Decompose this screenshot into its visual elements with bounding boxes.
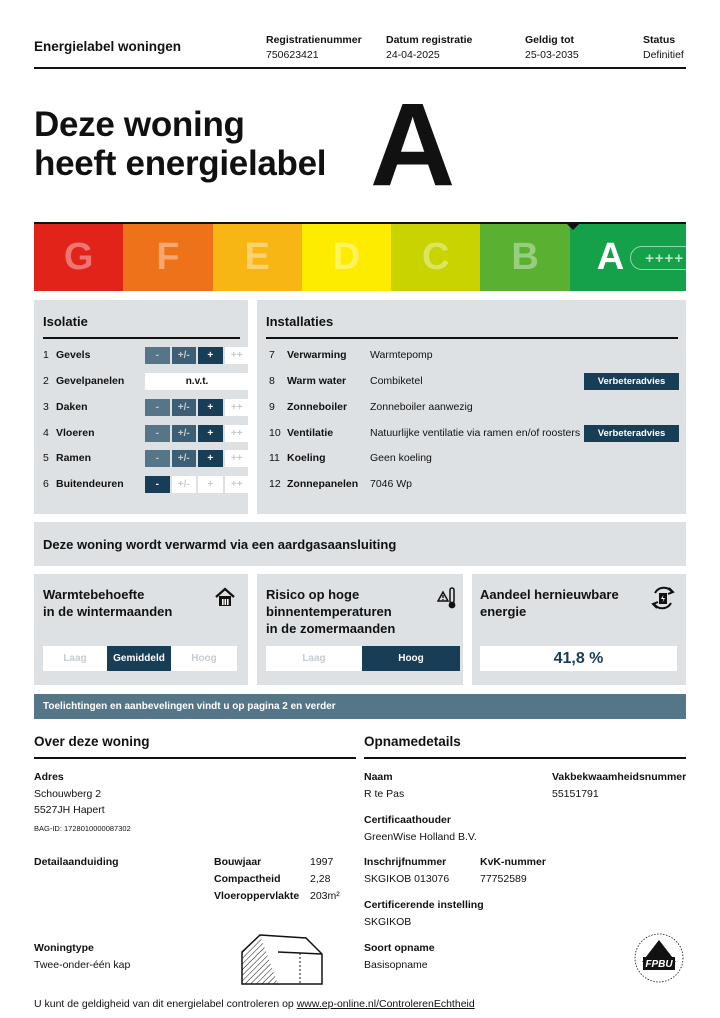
naam-value: R te Pas xyxy=(364,788,405,800)
rating-cell: - xyxy=(145,425,170,442)
rating-bar xyxy=(145,476,249,493)
fpbu-certification-logo xyxy=(632,932,686,984)
row-value: Combiketel xyxy=(370,375,423,387)
datum-registratie-value: 24-04-2025 xyxy=(386,49,440,61)
energy-scale-letter: F xyxy=(156,236,180,278)
certificerende-instelling-value: SKGIKOB xyxy=(364,916,412,928)
rating-cell: ++ xyxy=(225,476,250,493)
row-label: Gevels xyxy=(56,349,91,361)
adres-value xyxy=(34,786,105,818)
gas-note: Deze woning wordt verwarmd via een aardgasaansluiting xyxy=(34,522,686,566)
isolatie-row-gevelpanelen xyxy=(43,372,243,390)
rating-cell: - xyxy=(145,450,170,467)
hero-line-2: heeft energielabel xyxy=(34,144,327,183)
registratienummer-label: Registratienummer xyxy=(266,34,362,46)
installatie-row-warm-water xyxy=(269,372,679,390)
rating-cell: +/- xyxy=(172,425,197,442)
installatie-row-zonneboiler xyxy=(269,398,679,416)
soort-opname-label: Soort opname xyxy=(364,942,435,954)
renewable-energy-icon xyxy=(649,584,677,612)
option-hoog: Hoog xyxy=(171,646,237,671)
house-heating-icon xyxy=(214,586,236,608)
energy-scale-segment-d xyxy=(302,224,391,291)
energy-scale-segment-e xyxy=(213,224,302,291)
energy-scale-segment-g xyxy=(34,224,123,291)
isolatie-row-daken xyxy=(43,398,243,416)
inschrijfnummer-value: SKGIKOB 013076 xyxy=(364,873,450,885)
row-number: 11 xyxy=(269,452,280,464)
rating-cell: +/- xyxy=(172,399,197,416)
adres-line-1: Schouwberg 2 xyxy=(34,788,102,800)
kvk-value: 77752589 xyxy=(480,873,527,885)
adres-line-2: 5527JH Hapert xyxy=(34,804,105,816)
energy-scale-segment-c xyxy=(391,224,480,291)
row-value: 7046 Wp xyxy=(370,478,413,490)
rating-cell: + xyxy=(198,399,223,416)
not-applicable-value: n.v.t. xyxy=(145,373,249,390)
rating-cell: +/- xyxy=(172,347,197,364)
isolatie-row-buitendeuren xyxy=(43,475,243,493)
certificerende-instelling-label: Certificerende instelling xyxy=(364,899,484,911)
risico-card xyxy=(257,574,463,685)
rating-cell: - xyxy=(145,347,170,364)
verbeteradvies-button[interactable]: Verbeteradvies xyxy=(584,425,679,442)
energy-scale-letter: B xyxy=(511,236,539,278)
row-number: 4 xyxy=(43,427,49,439)
over-title: Over deze woning xyxy=(34,734,150,749)
rating-cell: ++ xyxy=(225,399,250,416)
verbeteradvies-button[interactable]: Verbeteradvies xyxy=(584,373,679,390)
bouwjaar-value: 1997 xyxy=(310,856,334,868)
inschrijfnummer-label: Inschrijfnummer xyxy=(364,856,447,868)
hernieuwbaar-card xyxy=(472,574,686,685)
hernieuwbaar-value: 41,8 % xyxy=(480,646,677,671)
rating-cell: + xyxy=(198,450,223,467)
hernieuwbaar-title-line-1: Aandeel hernieuwbare xyxy=(480,587,619,602)
naam-label: Naam xyxy=(364,771,393,783)
rating-cell: - xyxy=(145,476,170,493)
row-label: Ramen xyxy=(56,452,92,464)
ep-online-link[interactable]: www.ep-online.nl/ControlerenEchtheid xyxy=(296,998,475,1010)
certificaathouder-label: Certificaathouder xyxy=(364,814,451,826)
option-gemiddeld: Gemiddeld xyxy=(107,646,171,671)
bag-id: BAG-ID: 1728010000087302 xyxy=(34,824,131,833)
row-label: Koeling xyxy=(287,452,326,464)
footer-text xyxy=(34,998,475,1010)
datum-registratie-label: Datum registratie xyxy=(386,34,473,46)
row-label: Verwarming xyxy=(287,349,347,361)
hero-heading xyxy=(34,105,326,183)
status-label: Status xyxy=(643,34,676,46)
energy-scale-segment-b xyxy=(480,224,569,291)
installatie-row-ventilatie xyxy=(269,424,679,442)
plus-rating-pill: ++++ xyxy=(630,246,700,270)
installaties-list xyxy=(269,300,678,514)
compactheid-value: 2,28 xyxy=(310,873,331,885)
vloeroppervlakte-value: 203m² xyxy=(310,890,340,902)
rating-bar xyxy=(145,450,249,467)
row-number: 1 xyxy=(43,349,49,361)
energy-scale-letter: C xyxy=(422,236,450,278)
row-value: Geen koeling xyxy=(370,452,432,464)
energy-label-letter: A xyxy=(370,79,456,211)
energy-scale-letter: G xyxy=(63,236,94,278)
hernieuwbaar-title xyxy=(480,586,619,620)
row-label: Ventilatie xyxy=(287,427,334,439)
installaties-panel xyxy=(257,300,686,514)
warmtebehoefte-title-line-2: in de wintermaanden xyxy=(43,604,173,619)
energy-scale-letter: E xyxy=(244,236,270,278)
rating-cell: ++ xyxy=(225,425,250,442)
rating-cell: ++ xyxy=(225,347,250,364)
toelichting-bar: Toelichtingen en aanbevelingen vindt u op pagina 2 en verder xyxy=(34,694,686,719)
semi-detached-house-icon xyxy=(240,932,324,986)
warmtebehoefte-scale xyxy=(43,646,237,671)
row-label: Daken xyxy=(56,401,88,413)
isolatie-title: Isolatie xyxy=(43,314,88,329)
registratienummer-value: 750623421 xyxy=(266,49,319,61)
rating-cell: + xyxy=(198,425,223,442)
woningtype-value: Twee-onder-één kap xyxy=(34,959,131,971)
woningtype-label: Woningtype xyxy=(34,942,94,954)
rating-bar xyxy=(145,425,249,442)
registratienummer-field xyxy=(266,33,362,63)
isolatie-row-vloeren xyxy=(43,424,243,442)
adres-label: Adres xyxy=(34,771,64,783)
energy-scale-letter: A xyxy=(596,236,625,278)
option-laag: Laag xyxy=(266,646,362,671)
installatie-row-zonnepanelen xyxy=(269,475,679,493)
status-field xyxy=(643,33,684,63)
warmtebehoefte-title xyxy=(43,586,172,620)
risico-scale xyxy=(266,646,460,671)
row-label: Vloeren xyxy=(56,427,95,439)
hernieuwbaar-title-line-2: energie xyxy=(480,604,527,619)
risico-title xyxy=(266,586,395,637)
over-divider xyxy=(34,757,356,759)
row-label: Zonnepanelen xyxy=(287,478,359,490)
certificaathouder-value: GreenWise Holland B.V. xyxy=(364,831,477,843)
energy-scale-segment-a xyxy=(570,224,686,291)
row-number: 10 xyxy=(269,427,281,439)
row-label: Gevelpanelen xyxy=(56,375,125,387)
option-hoog: Hoog xyxy=(362,646,460,671)
isolatie-row-gevels xyxy=(43,346,243,364)
isolatie-row-ramen xyxy=(43,449,243,467)
opname-title: Opnamedetails xyxy=(364,734,461,749)
geldig-tot-value: 25-03-2035 xyxy=(525,49,579,61)
installatie-row-koeling xyxy=(269,449,679,467)
row-value: Zonneboiler aanwezig xyxy=(370,401,473,413)
thermometer-warning-icon xyxy=(437,586,457,610)
row-number: 12 xyxy=(269,478,281,490)
geldig-tot-label: Geldig tot xyxy=(525,34,574,46)
vakbekwaamheid-value: 55151791 xyxy=(552,788,599,800)
rating-cell: + xyxy=(198,347,223,364)
row-number: 2 xyxy=(43,375,49,387)
risico-title-line-2: binnentemperaturen xyxy=(266,604,392,619)
kvk-label: KvK-nummer xyxy=(480,856,546,868)
option-laag: Laag xyxy=(43,646,107,671)
rating-cell: + xyxy=(198,476,223,493)
row-number: 9 xyxy=(269,401,275,413)
status-value: Definitief xyxy=(643,49,684,61)
installatie-row-verwarming xyxy=(269,346,679,364)
isolatie-panel xyxy=(34,300,248,514)
risico-title-line-1: Risico op hoge xyxy=(266,587,360,602)
risico-title-line-3: in de zomermaanden xyxy=(266,621,396,636)
fpbu-logo-text: FPBU xyxy=(645,959,673,970)
row-number: 7 xyxy=(269,349,275,361)
rating-cell: - xyxy=(145,399,170,416)
energy-scale-letter: D xyxy=(332,236,361,278)
row-label: Warm water xyxy=(287,375,347,387)
installaties-title: Installaties xyxy=(266,314,334,329)
header-divider xyxy=(34,67,686,69)
row-number: 5 xyxy=(43,452,49,464)
row-value: Warmtepomp xyxy=(370,349,433,361)
vloeroppervlakte-label: Vloeroppervlakte xyxy=(214,890,300,902)
active-label-marker xyxy=(565,222,581,230)
rating-bar xyxy=(145,399,249,416)
document-title: Energielabel woningen xyxy=(34,39,182,54)
hero-line-1: Deze woning xyxy=(34,105,245,144)
footer-prefix: U kunt de geldigheid van dit energielabel controleren op xyxy=(34,998,297,1010)
row-value: Natuurlijke ventilatie via ramen en/of roosters xyxy=(370,427,581,439)
soort-opname-value: Basisopname xyxy=(364,959,428,971)
vakbekwaamheid-label: Vakbekwaamheidsnummer xyxy=(552,771,687,783)
detailaanduiding-label: Detailaanduiding xyxy=(34,856,119,868)
warmtebehoefte-title-line-1: Warmtebehoefte xyxy=(43,587,145,602)
compactheid-label: Compactheid xyxy=(214,873,281,885)
row-number: 8 xyxy=(269,375,275,387)
datum-registratie-field xyxy=(386,33,472,63)
opname-divider xyxy=(364,757,686,759)
energy-scale xyxy=(34,222,686,291)
bouwjaar-label: Bouwjaar xyxy=(214,856,262,868)
rating-bar xyxy=(145,347,249,364)
isolatie-list xyxy=(43,300,243,514)
warmtebehoefte-card xyxy=(34,574,248,685)
row-number: 3 xyxy=(43,401,49,413)
row-number: 6 xyxy=(43,478,49,490)
rating-cell: +/- xyxy=(172,450,197,467)
energy-scale-segment-f xyxy=(123,224,212,291)
row-label: Buitendeuren xyxy=(56,478,124,490)
rating-cell: +/- xyxy=(172,476,197,493)
rating-cell: ++ xyxy=(225,450,250,467)
geldig-tot-field xyxy=(525,33,579,63)
row-label: Zonneboiler xyxy=(287,401,348,413)
